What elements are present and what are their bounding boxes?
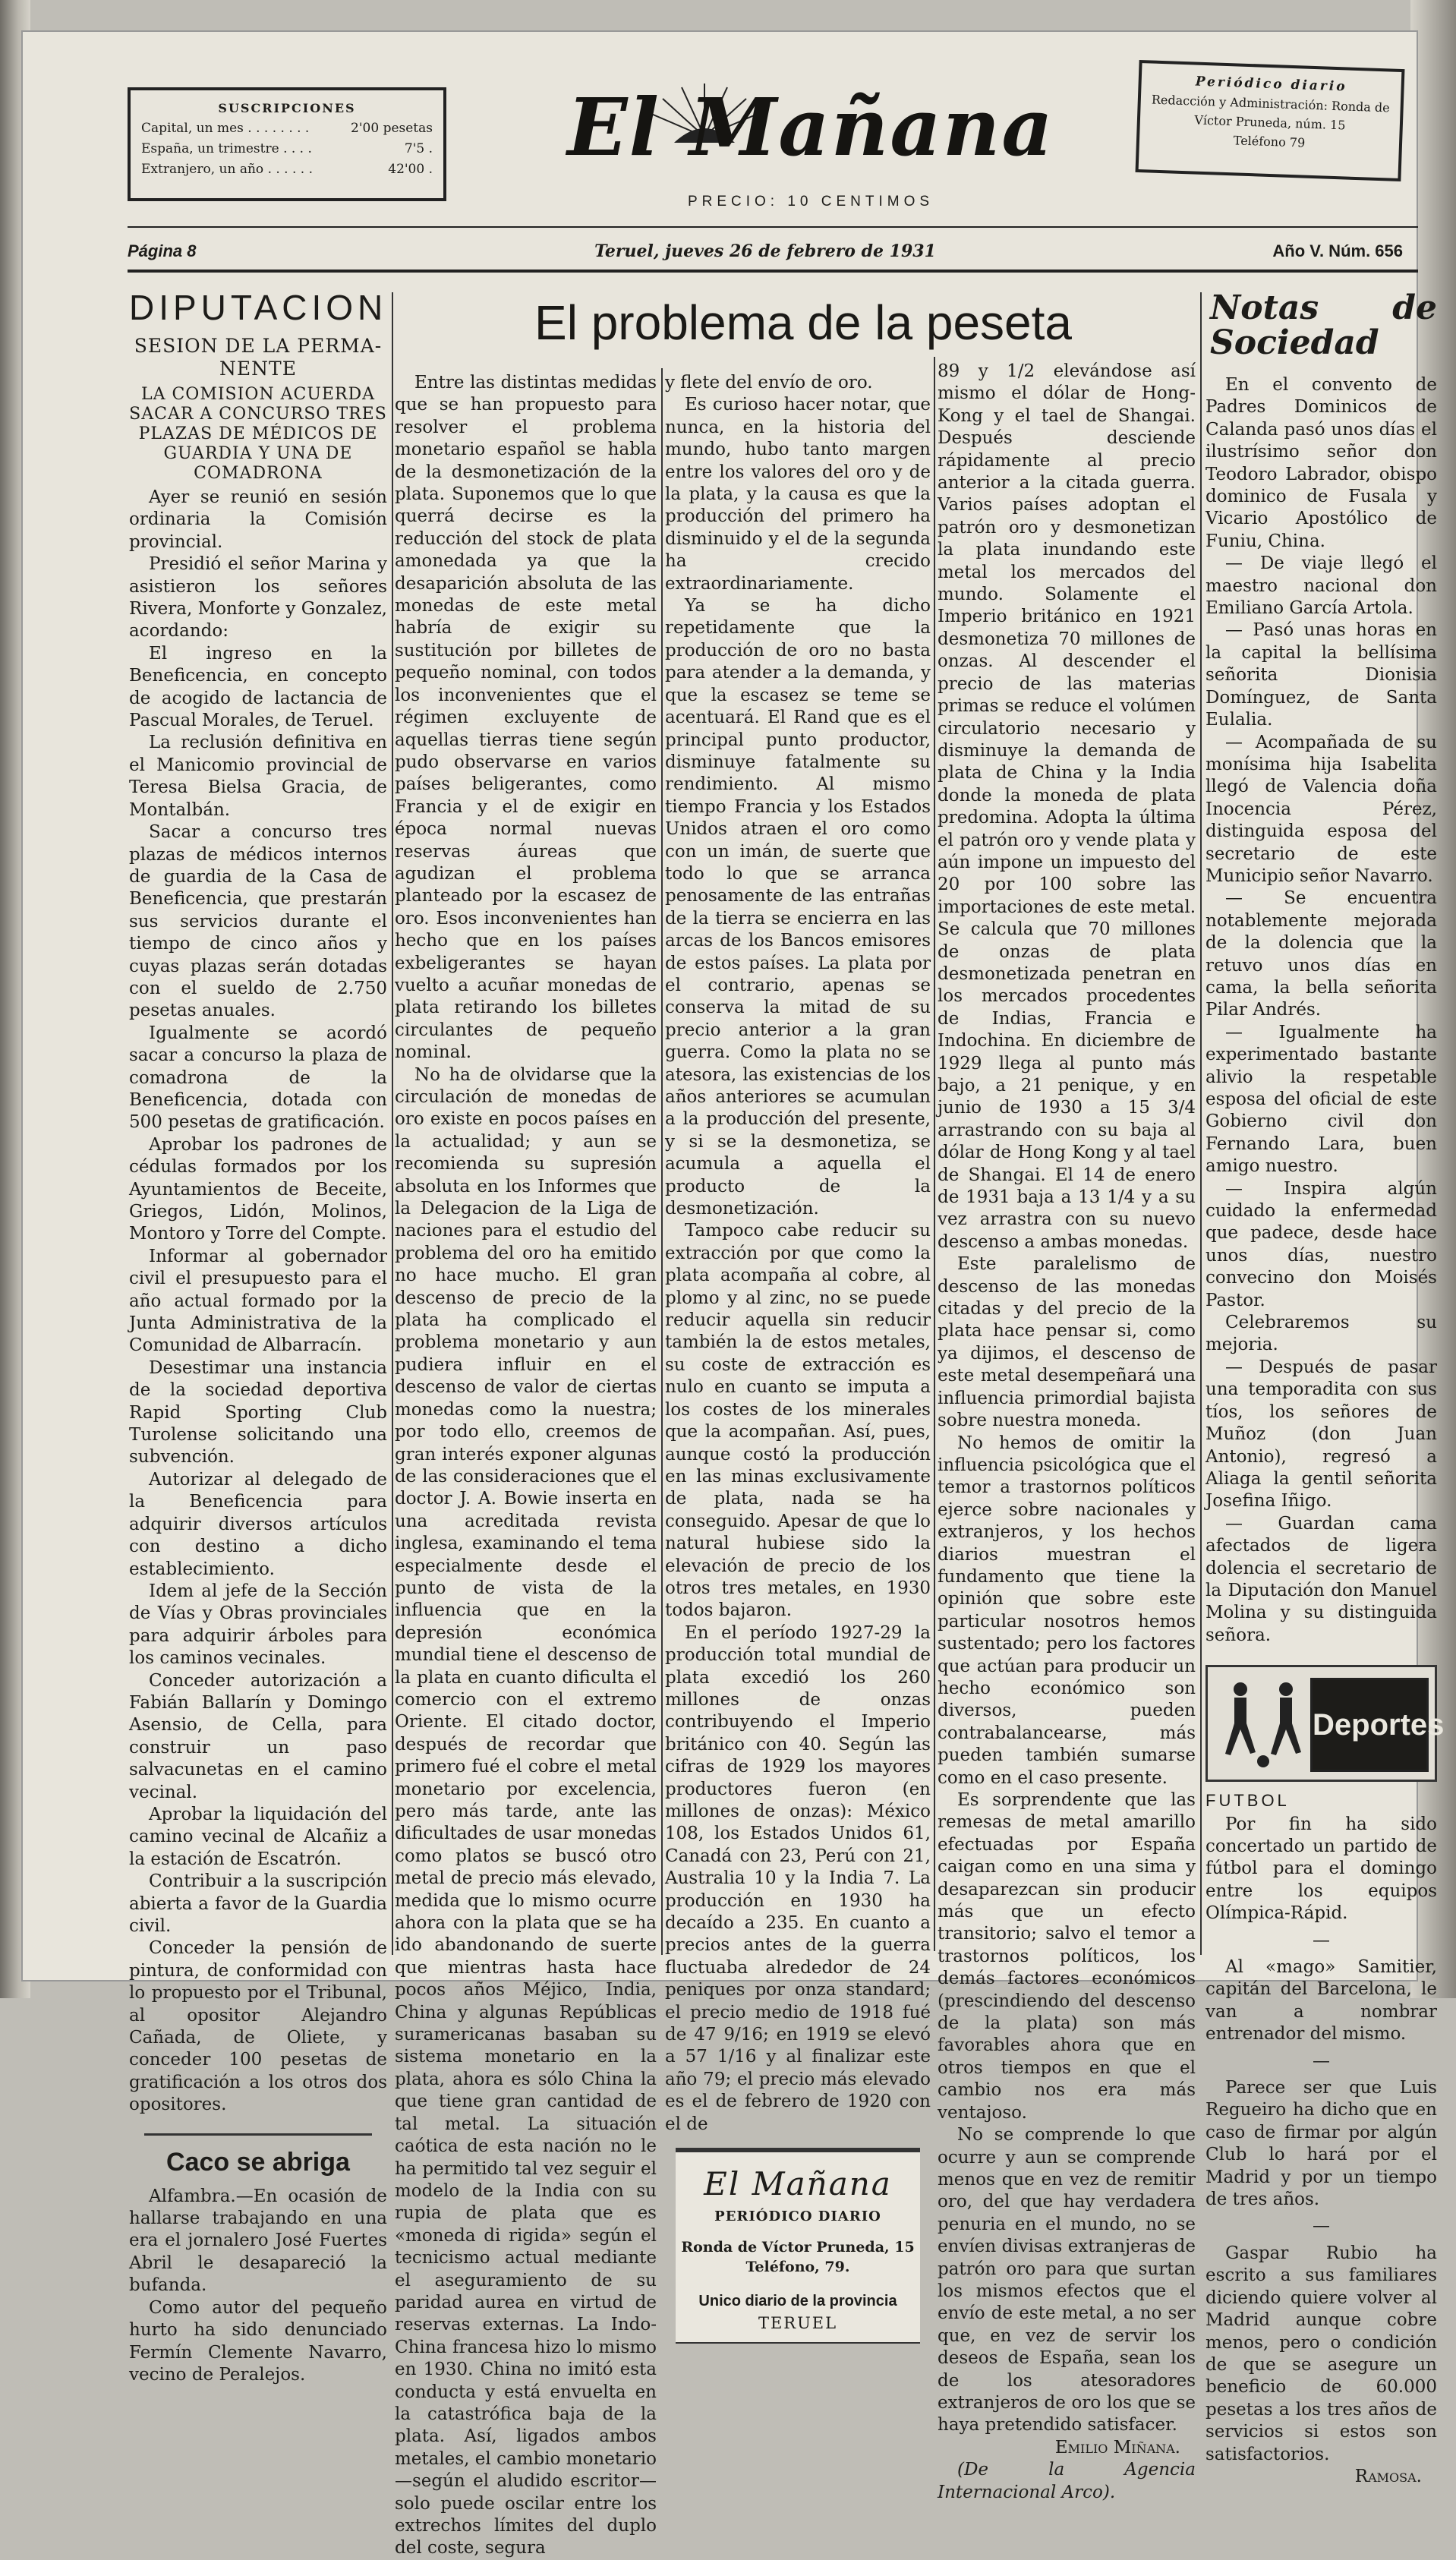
ad-phone: Teléfono, 79. (745, 2258, 850, 2275)
paragraph: Como autor del pequeño hurto ha sido denunciado Fermín Clemente Navarro, vecino de Peralejos. (129, 2297, 387, 2385)
paragraph: La reclusión definitiva en el Manicomio provincial de Teresa Bielsa Gracia, de Montalbán. (129, 733, 387, 820)
paragraph: Este paralelismo de descenso de las monedas citadas y del precio de la plata hace pensar si, como ya dijimos, el descenso de este metal desempeñará una influencia primordial bajista sobre nuestra moneda. (938, 1254, 1196, 1431)
paragraph: Es sorprendente que las remesas de metal amarillo efectuadas por España caigan como en una sima y desaparezcan sin producir más que un efecto transitorio; salvo el temor a trastornos políticos, los demás factores económicos (prescindiendo del descenso de la plata) son más favorables ahora que en otros tiempos en que el cambio nos era más ventajoso. (938, 1790, 1196, 2123)
dateline-rule (128, 270, 1418, 273)
subscriptions-title: SUSCRIPCIONES (218, 101, 356, 115)
futbol-signature: Ramosa. (1354, 2466, 1422, 2486)
separator-dash: — (1313, 1930, 1330, 1950)
paragraph: En el convento de Padres Dominicos de Calanda pasó unos días el ilustrísimo señor don Teodoro Labrador, obispo dominico de Fusala y Vicario Apostólico de Funiu, China. (1205, 375, 1437, 551)
column-peseta-1 (395, 372, 657, 2560)
paragraph: 89 y 1/2 elevándose así mismo el dólar de Hong-Kong y el tael de Shangai. Después desciende rápidamente al precio anterior a la citada guerra. Varios países adoptan el patrón oro y desmonetizan la plata inundando este metal los mercados del mundo. Solamente el Imperio británico en 1921 desmonetiza 70 millones de onzas. Al descender el precio de las materias primas se reduce el volúmen circulatorio necesario y disminuye la demanda de plata de China y la India donde la moneda de plata predomina. Adopta la última el patrón oro y vende plata y aún impone un impuesto del 20 por 100 sobre las importaciones de este metal. Se calcula que 70 millones de onzas de plata desmonetizada penetran en los mercados procedentes de Indias, Francia e Indochina. En diciembre de 1929 llega al punto más bajo, a 21 penique, y en junio de 1930 a 15 3/4 arrastrando con su baja al dólar de Hong Kong y al tael de Shangai. El 14 de enero de 1931 baja a 13 1/4 y a su vez arrastra con su nuevo descenso a ambas monedas. (938, 361, 1196, 1252)
info-line: Teléfono 79 (1233, 133, 1306, 150)
paragraph: Alfambra.—En ocasión de hallarse trabajando en una era el jornalero José Fuertes Abril le desapareció la bufanda. (129, 2186, 387, 2296)
paragraph: Tampoco cabe reducir su extracción por que como la plata acompaña al cobre, al plomo y al zinc, no se puede reducir aquella sin reducir también la de estos metales, su coste de extracción es nulo en cuanto se imputa a los costes de los minerales que la acompañan. Así, pues, aunque costó la producción en las minas exclusivamente de plata, nada se ha conseguido. Apesar de que lo natural hubiese sido la elevación de precio de los otros tres metales, en 1930 todos bajaron. (665, 1221, 931, 1621)
article-signature: Emilio Miñana. (1054, 2437, 1180, 2458)
futbol-heading: FUTBOL (1205, 1791, 1290, 1811)
paragraph: Contribuir a la suscripción abierta a favor de la Guardia civil. (129, 1871, 387, 1936)
column-divider (661, 368, 663, 1955)
paragraph: Parece ser que Luis Regueiro ha dicho que en caso de firmar por algún Club lo hará por el Madrid y por un tiempo de tres años. (1205, 2078, 1437, 2210)
paragraph: Conceder la pensión de pintura, de conformidad con lo propuesto por el Tribunal, al opositor Alejandro Cañada, de Oliete, y conceder 100 pesetas de gratificación a los otros dos opositores. (129, 1938, 387, 2115)
paragraph: Conceder autorización a Fabián Ballarín y Domingo Asensio, de Cella, para construir un paso salvacunetas en el camino vecinal. (129, 1670, 387, 1802)
section-heading: DIPUTACION (129, 288, 388, 327)
paragraph: No ha de olvidarse que la circulación de monedas de oro existe en pocos países en la actualidad; y aun se recomienda su supresión absoluta en los Informes que la Delegacion de la Liga de naciones para el estudio del problema del oro ha emitido no hace mucho. El gran descenso de precio de la plata ha complicado el problema monetario y aun pudiera influir en el descenso de valor de ciertas monedas como la nuestra; por todo ello, creemos de gran interés exponer algunas de las consideraciones que el doctor J. A. Bowie inserta en una acreditada revista inglesa, examinando el tema especialmente desde el punto de vista de la influencia que en la depresión económica mundial tiene el descenso de la plata en cuanto dificulta el comercio con el extremo Oriente. El citado doctor, después de recordar que primero fué el cobre el metal monetario por excelencia, pero más tarde, ante las dificultades de usar monedas como platos se buscó otro metal de precio más elevado, medida que lo mismo ocurre ahora con la plata que se ha ido abandonando de suerte que mientras hasta hace pocos años Méjico, India, China y algunas Repúblicas suramericanas basaban su sistema monetario en la plata, ahora es sólo China la que tiene gran cantidad de tal metal. La situación caótica de esta nación no le ha permitido tal vez seguir el modelo de la India con su rupia de plata que es «moneda di rigida» según el tecnicismo actual mediante el aseguramiento de su paridad aurea en virtud de reservas externas. La Indo-China francesa hizo lo mismo en 1930. China no imitó esta conducta y está envuelta en la catastrófica baja de la plata. Así, ligados ambos metales, el cambio monetario—según el aludido escritor—solo puede oscilar entre los extrechos límites del duplo del coste, segura (395, 1064, 657, 2558)
paragraph: y flete del envío de oro. (665, 373, 873, 393)
section-subheading-2: LA COMISION ACUERDA SACAR A CONCURSO TRES PLAZAS DE MÉDICOS DE GUARDIA Y UNA DE COMADRONA (129, 385, 387, 483)
paragraph: Desestimar una instancia de la sociedad deportiva Rapid Sporting Club Turolense solicitando una subvención. (129, 1357, 387, 1468)
paragraph: No hemos de omitir la influencia psicológica que el temor a trastornos políticos ejerce sobre nacionales y extranjeros, y los hechos diarios muestran el fundamento que tiene la opinión que sobre este particular nosotros hemos sustentado; pero los factores que actúan para producir un hecho económico son diversos, pueden contrabalancearse, más pueden también sumarse como en el caso presente. (938, 1433, 1196, 1788)
article-body (129, 487, 387, 2117)
ad-unico: Unico diario de la provincia (698, 2292, 897, 2309)
dateline (128, 241, 1403, 267)
column-peseta-3 (938, 361, 1196, 2504)
paragraph: Aprobar la liquidación del camino vecinal de Alcañiz a la estación de Escatrón. (129, 1804, 387, 1869)
column-divider (392, 292, 393, 1955)
football-players-icon (1214, 1670, 1320, 1777)
ad-subtitle: PERIÓDICO DIARIO (714, 2208, 881, 2225)
article-separator (144, 2133, 372, 2136)
paragraph: Autorizar al delegado de la Beneficencia para adquirir diversos artículos con destino a dicho establecimiento. (129, 1469, 387, 1579)
info-box-title: Periódico diario (1195, 74, 1347, 95)
ad-address: Ronda de Víctor Pruneda, 15 (681, 2238, 915, 2256)
section-subheading: SESION DE LA PERMA-NENTE (134, 335, 383, 380)
column-sociedad (1205, 285, 1445, 2488)
paragraph: En el período 1927-29 la producción total mundial de plata excedió los 260 millones de onzas contribuyendo el Imperio británico con 40. Según las cifras de 1929 los mayores productores fueron (en millones de onzas): México 108, los Estados Unidos 61, Canadá con 23, Perú con 21, Australia 10 y la India 7. La producción en 1930 ha decaído a 235. En cuanto a precios antes de la guerra fluctuaba alrededor de 24 peniques por onza standard; el precio medio de 1918 fué de 47 9/16; en 1919 se elevó a 57 1/16 y al finalizar este año 79; el precio más elevado es el de febrero de 1920 con el de (665, 1622, 931, 2134)
newspaper-ad (676, 2148, 920, 2344)
masthead-rule (128, 226, 1418, 228)
paragraph: Sacar a concurso tres plazas de médicos internos de guardia de la Casa de Beneficencia, que prestarán sus servicios durante el tiempo de cinco años y cuyas plazas serán dotadas con el sueldo de 2.750 pesetas anuales. (129, 822, 387, 1021)
article-title-caco: Caco se abriga (166, 2147, 350, 2177)
paragraph: Igualmente se acordó sacar a concurso la plaza de comadrona de la Beneficencia, dotada con 500 pesetas de gratificación. (129, 1023, 387, 1133)
paragraph: Por fin ha sido concertado un partido de fútbol para el domingo entre los equipos Olímpica-Rápid. (1205, 1814, 1437, 1924)
paragraph: — Inspira algún cuidado la enfermedad que padece, desde hace unos días, nuestro convecino don Moisés Pastor. (1205, 1178, 1437, 1310)
newspaper-page (21, 30, 1445, 2558)
page-number: Página 8 (128, 241, 197, 260)
paragraph: Informar al gobernador civil el presupuesto para el año actual formado por la Junta Administrativa de la Comunidad de Albarracín. (129, 1246, 387, 1356)
paragraph: Es curioso hacer notar, que nunca, en la historia del mundo, hubo tanto margen entre los valores del oro y de la plata, y la causa es que la producción del primero ha disminuido y el de la segunda ha crecido extraordinariamente. (665, 395, 931, 594)
paragraph: Entre las distintas medidas que se han propuesto para resolver el problema monetario español se habla de la desmonetización de la plata. Suponemos que lo que querrá decirse es la reducción del stock de plata amonedada ya que la desaparición absoluta de las monedas de este metal habría de exigir su sustitución por billetes de pequeño nominal, con todos los inconvenientes que el régimen excluyente de aquellas tierras tiene según pudo observarse en varios países beligerantes, como Francia y el de exigir en época normal nuevas reservas áureas que agudizan el problema planteado por la escasez de oro. Esos inconvenientes han hecho que en los países exbeligerantes se hayan vuelto a acuñar monedas de plata retirando los billetes circulantes de pequeño nominal. (395, 373, 657, 1063)
column-peseta-2 (665, 372, 931, 2344)
paragraph: — Pasó unas horas en la capital la bellísima señorita Dionisia Domínguez, de Santa Eulalia. (1205, 620, 1437, 730)
paragraph: Al «mago» Samitier, capitán del Barcelona, le van a nombrar entrenador del mismo. (1205, 1957, 1437, 2045)
newspaper-title: El Mañana (567, 80, 1054, 174)
info-line: Víctor Pruneda, núm. 15 (1194, 112, 1346, 133)
price-label: PRECIO: 10 CENTIMOS (687, 194, 934, 210)
ad-city: TERUEL (758, 2313, 838, 2332)
subscription-row: España, un trimestre . . . . 7'5 . (141, 141, 433, 156)
issue-number: Año V. Núm. 656 (1272, 241, 1403, 260)
paragraph: — Se encuentra notablemente mejorada de la dolencia que la retuvo unos días en cama, la bella señorita Pilar Andrés. (1205, 888, 1437, 1020)
subscription-row: Capital, un mes . . . . . . . . 2'00 pesetas (141, 121, 433, 136)
column-diputacion (129, 285, 387, 2386)
paragraph: Presidió el señor Marina y asistieron los señores Rivera, Monforte y Gonzalez, acordando: (129, 554, 387, 642)
paragraph: Ayer se reunió en sesión ordinaria la Comisión provincial. (129, 487, 387, 552)
paragraph: El ingreso en la Beneficencia, en concepto de acogido de lactancia de Pascual Morales, de Teruel. (129, 643, 387, 731)
paragraph: Gaspar Rubio ha escrito a sus familiares diciendo quiere volver al Madrid aunque cobre menos, pero o condición de que se asegure un beneficio de 60.000 pesetas a los tres años de servicios si estos son satisfactorios. (1205, 2243, 1437, 2464)
info-line: Redacción y Administración: Ronda de (1151, 92, 1390, 115)
paragraph: Idem al jefe de la Sección de Vías y Obras provinciales para adquirir árboles para los caminos vecinales. (129, 1581, 387, 1669)
paragraph: — Guardan cama afectados de ligera dolencia el secretario de la Diputación don Manuel Molina y su distinguida señora. (1205, 1513, 1437, 1645)
paragraph: No se comprende lo que ocurre y aun se comprende menos que en vez de remitir oro, del que hay verdadera penuria en el mundo, no se envíen divisas extranjeras de patrón oro para que surtan los mismos efectos que el envío de este metal, a no ser que, en vez de servir los deseos de España, sean los de los atesoradores extranjeros de oro los que se haya pretendido satisfacer. (938, 2125, 1196, 2435)
paragraph: — Igualmente ha experimentado bastante alivio la respetable esposa del oficial de este Gobierno civil don Fernando Lara, buen amigo nuestro. (1205, 1022, 1437, 1177)
issue-date: Teruel, jueves 26 de febrero de 1931 (594, 241, 936, 261)
subscription-row: Extranjero, un año . . . . . . 42'00 . (141, 162, 433, 177)
subscriptions-box (128, 87, 446, 201)
ad-name: El Mañana (704, 2165, 892, 2203)
paragraph: Aprobar los padrones de cédulas formados por los Ayuntamientos de Beceite, Griegos, Lidón, Molinos, Montoro y Torre del Compte. (129, 1134, 387, 1244)
column-divider (1200, 292, 1202, 1955)
article-source: (De la Agencia Internacional Arco). (938, 2460, 1196, 2502)
separator-dash: — (1313, 2051, 1330, 2071)
paragraph: Ya se ha dicho repetidamente que la producción de oro no basta para atender a la demanda, y que la escasez se teme se acentuará. El Rand que es el principal punto productor, disminuye fatalmente su rendimiento. Al mismo tiempo Francia y los Estados Unidos atraen el oro como con un imán, de suerte que todo lo que se arranca penosamente de las entrañas de la tierra se encierra en las arcas de los Bancos emisores de estos países. La plata por el contrario, apenas se conserva la mitad de su precio anterior a la gran guerra. Como la plata no se atesora, las existencias de los años anteriores se acumulan a la producción del presente, y si se la desmonetiza, se acumula a aquella el producto de la desmonetización. (665, 596, 931, 1219)
info-box (1136, 60, 1405, 181)
deportes-banner (1205, 1665, 1445, 1782)
separator-dash: — (1313, 2216, 1330, 2237)
column-divider (934, 357, 935, 1951)
paragraph: — De viaje llegó el maestro nacional don Emiliano García Artola. (1205, 553, 1437, 619)
masthead (21, 30, 1418, 273)
deportes-label: Deportes (1310, 1678, 1429, 1772)
paragraph: — Después de pasar una temporadita con sus tíos, los señores de Muñoz (don Juan Antonio), regresó a Aliaga la gentil señorita Josefina Iñigo. (1205, 1357, 1437, 1512)
main-headline: El problema de la peseta (534, 295, 1072, 350)
section-heading-notas: Notas de Sociedad (1210, 288, 1437, 362)
paragraph: — Acompañada de su monísima hija Isabelita llegó de Valencia doña Inocencia Pérez, distinguida esposa del secretario de este Municipio señor Navarro. (1205, 732, 1437, 886)
paragraph: Celebraremos su mejoria. (1205, 1313, 1437, 1355)
